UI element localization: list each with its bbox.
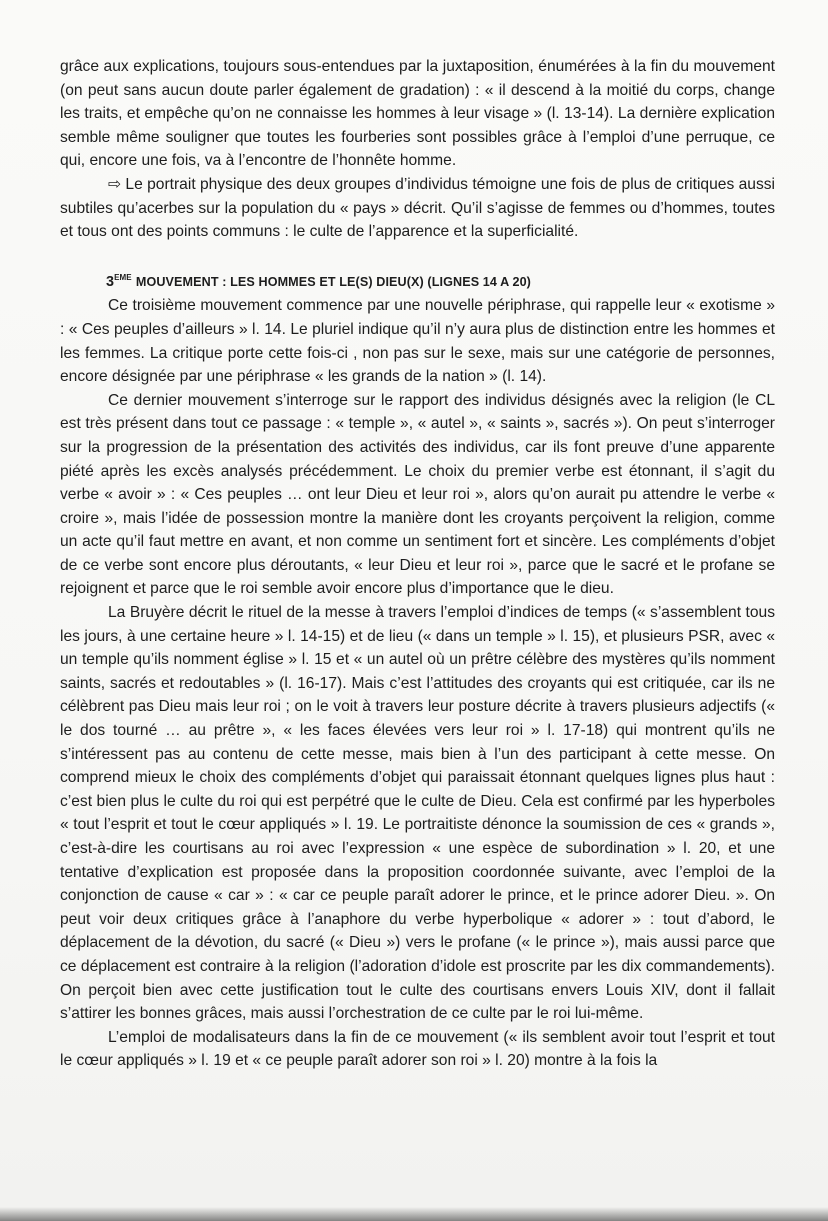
heading-number: 3 <box>106 273 115 290</box>
page-bottom-shadow <box>0 1207 828 1221</box>
heading-title: MOUVEMENT : LES HOMMES ET LE(S) DIEU(X) (LIGNES 14 A 20) <box>135 274 531 289</box>
body-paragraph: Ce troisième mouvement commence par une nouvelle périphrase, qui rappelle leur « exotisme » : « Ces peuples d’ailleurs » l. 14. Le pluriel indique qu’il n’y aura plus de distinction entre les hommes et les femmes. La critique porte cette fois-ci , non pas sur le sexe, mais sur une catégorie de personnes, encore désignée par une périphrase « les grands de la nation » (l. 14). <box>60 297 775 386</box>
heading-ordinal-suffix: EME <box>114 272 132 282</box>
section-heading <box>106 266 775 295</box>
intro-paragraph: grâce aux explications, toujours sous-entendues par la juxtaposition, énumérées à la fin du mouvement (on peut sans aucun doute parler également de gradation) : « il descend à la moitié du corps, change les traits, et empêche qu’on ne connaisse les hommes à leur visage » (l. 13-14). La dernière explication semble même souligner que toutes les fourberies sont possibles grâce à l’emploi d’une perruque, ce qui, encore une fois, va à l’encontre de l’honnête homme. <box>60 58 775 170</box>
document-body <box>60 55 775 1073</box>
body-paragraph: L’emploi de modalisateurs dans la fin de ce mouvement (« ils semblent avoir tout l’esprit et tout le cœur appliqués » l. 19 et « ce peuple paraît adorer son roi » l. 20) montre à la fois la <box>60 1028 775 1070</box>
conclusion-paragraph: ⇨ Le portrait physique des deux groupes d’individus témoigne une fois de plus de critiques aussi subtiles qu’acerbes sur la population du « pays » décrit. Qu’il s’agisse de femmes ou d’hommes, toutes et tous ont des points communs : le culte de l’apparence et la superficialité. <box>60 175 775 241</box>
body-paragraph: La Bruyère décrit le rituel de la messe à travers l’emploi d’indices de temps (« s’assemblent tous les jours, à une certaine heure » l. 14-15) et de lieu (« dans un temple » l. 15), et plusieurs PSR, avec « un temple qu’ils nomment église » l. 15 et « un autel où un prêtre célèbre des mystères qu’ils nomment saints, sacrés et redoutables » (l. 16-17). Mais c’est l’attitudes des croyants qui est critiquée, car ils ne célèbrent pas Dieu mais leur roi ; on le voit à travers leur posture décrite à travers plusieurs adjectifs (« le dos tourné … au prêtre », « les faces élevées vers leur roi » l. 17-18) qui montrent qu’ils ne s’intéressent pas au contenu de cette messe, mais bien à l’un des participant à cette messe. On comprend mieux le choix des compléments d’objet qui paraissait étonnant quelques lignes plus haut : c’est bien plus le culte du roi qui est perpétré que le culte de Dieu. Cela est confirmé par les hyperboles « tout l’esprit et tout le cœur appliqués » l. 19. Le portraitiste dénonce la soumission de ces « grands », c’est-à-dire les courtisans au roi avec l’expression « une espèce de subordination » l. 20, et une tentative d’explication est proposée dans la proposition coordonnée suivante, avec l’emploi de la conjonction de cause « car » : « car ce peuple paraît adorer le prince, et le prince adorer Dieu. ». On peut voir deux critiques grâce à l’anaphore du verbe hyperbolique « adorer » : tout d’abord, le déplacement de la dévotion, du sacré (« Dieu ») vers le profane (« le prince »), mais aussi parce que ce déplacement est contraire à la religion (l’adoration d’idole est proscrite par les dix commandements). On perçoit bien avec cette justification tout le culte des courtisans envers Louis XIV, dont il fallait s’attirer les bonnes grâces, mais aussi l’orchestration de ce culte par le roi lui-même. <box>60 604 775 1023</box>
body-paragraph: Ce dernier mouvement s’interroge sur le rapport des individus désignés avec la religion (le CL est très présent dans tout ce passage : « temple », « autel », « saints », sacrés »). On peut s’interroger sur la progression de la présentation des activités des individus, car ils font preuve d’une apparente piété après les excès analysés précédemment. Le choix du premier verbe est étonnant, il s’agit du verbe « avoir » : « Ces peuples … ont leur Dieu et leur roi », alors qu’on aurait pu attendre le verbe « croire », mais l’idée de possession montre la manière dont les croyants perçoivent la religion, comme un acte qu’il faut mettre en avant, et non comme un sentiment fort et sincère. Les compléments d’objet de ce verbe sont encore plus déroutants, « leur Dieu et leur roi », parce que le sacré et le profane se rejoignent et parce que le roi semble avoir encore plus d’importance que le dieu. <box>60 391 775 598</box>
